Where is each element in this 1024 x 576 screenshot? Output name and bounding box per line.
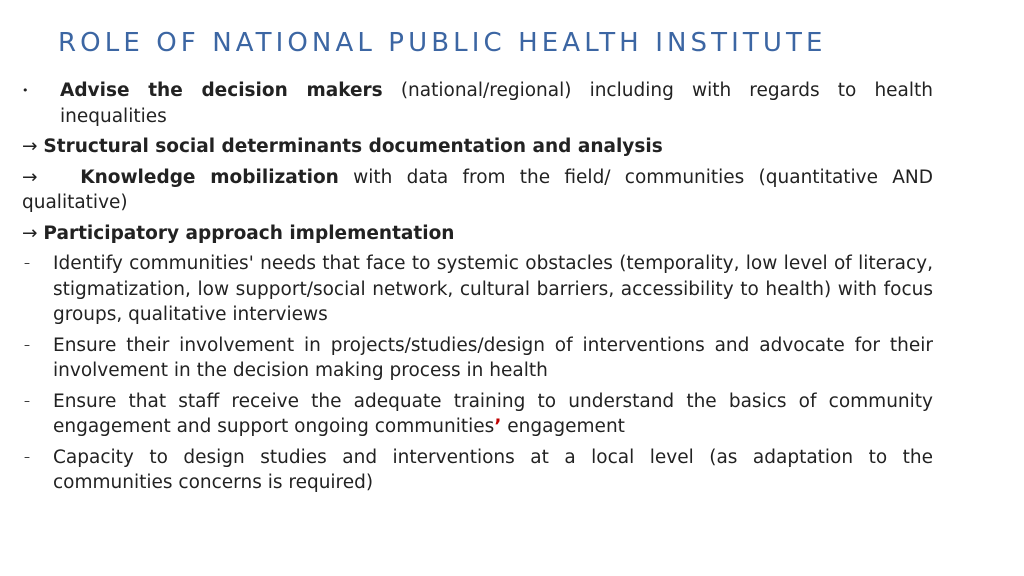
arrow-item-participatory <box>22 221 933 247</box>
arrow-item-structural <box>22 134 933 160</box>
advise-rest: (national/regional) including with regards to health inequalities <box>60 80 934 127</box>
staff-text <box>53 389 933 440</box>
participatory-text: Participatory approach implementation <box>43 222 455 244</box>
dash-item-involvement <box>22 333 933 384</box>
slide-body <box>22 78 933 501</box>
staff-text-a: Ensure that staff receive the adequate training to understand the basics of community engagement and support ongoing communities <box>53 390 933 437</box>
bullet-icon: • <box>22 84 29 97</box>
staff-text-b: engagement <box>501 416 625 437</box>
dash-icon: – <box>24 256 30 270</box>
advise-text <box>60 78 933 129</box>
involvement-text: Ensure their involvement in projects/studies/design of interventions and advocate for their involvement in the decision making process in health <box>53 334 933 381</box>
dash-item-capacity <box>22 445 933 496</box>
arrow-icon: → <box>22 166 38 188</box>
advise-bold: Advise the decision makers <box>60 80 383 101</box>
dash-item-identify <box>22 251 933 328</box>
dash-icon: – <box>24 449 30 464</box>
arrow-icon: → <box>22 136 38 157</box>
arrow-item-knowledge <box>22 165 933 216</box>
staff-apostrophe: ’ <box>494 416 502 437</box>
dash-icon: – <box>24 337 30 352</box>
knowledge-bold: Knowledge mobilization <box>80 166 339 188</box>
slide-title: ROLE OF NATIONAL PUBLIC HEALTH INSTITUTE <box>58 28 827 58</box>
arrow-icon: → <box>22 222 38 244</box>
dash-icon: – <box>24 393 30 408</box>
knowledge-rest: with data from the field/ communities (quantitative AND qualitative) <box>22 166 933 213</box>
structural-text: Structural social determinants documentation and analysis <box>43 136 663 157</box>
bullet-advise <box>22 78 933 129</box>
dash-item-staff <box>22 389 933 440</box>
identify-text: Identify communities' needs that face to systemic obstacles (temporality, low level of literacy, stigmatization, low support/social network, cultural barriers, accessibility to health) with focus groups, qualitative interviews <box>53 253 933 325</box>
capacity-text: Capacity to design studies and interventions at a local level (as adaptation to the communities concerns is required) <box>53 446 933 493</box>
